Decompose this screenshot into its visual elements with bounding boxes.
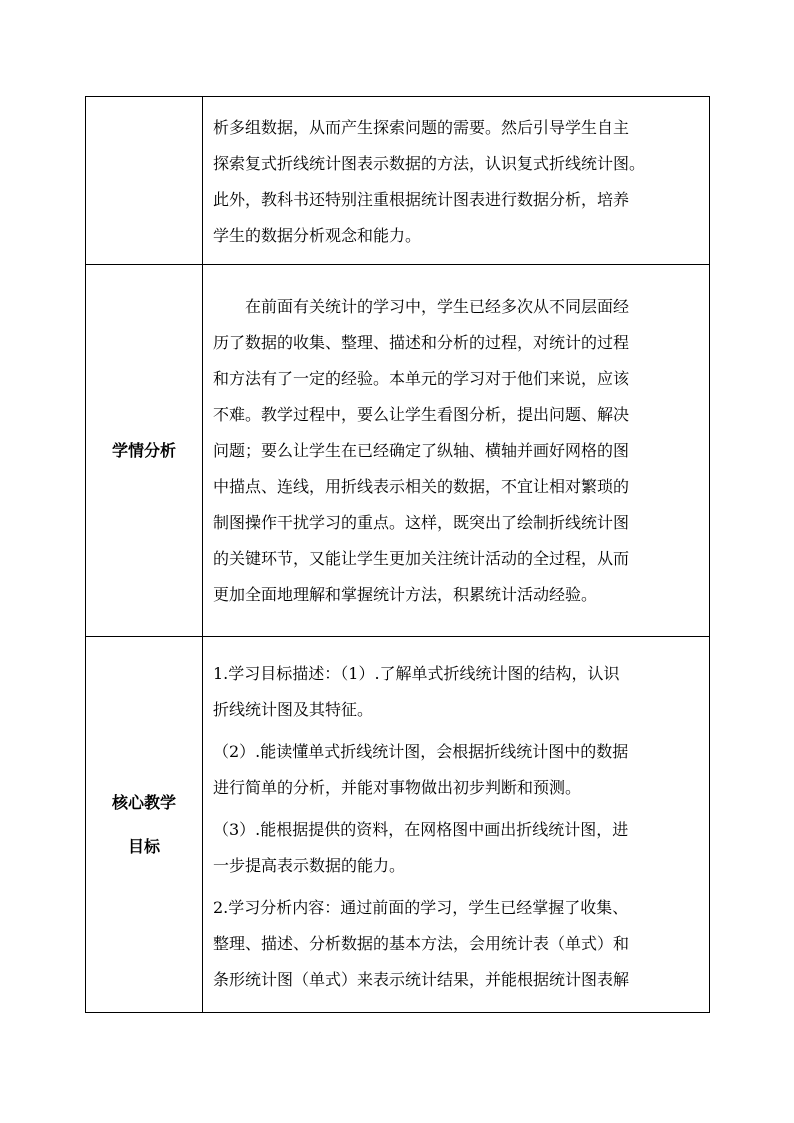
text-line: 进行简单的分析，并能对事物做出初步判断和预测。 [213, 777, 582, 797]
text-line: 折线统计图及其特征。 [213, 699, 374, 719]
text-line: 问题；要么让学生在已经确定了纵轴、横轴并画好网格的图 [213, 440, 630, 460]
row-content [203, 97, 710, 265]
text-line: 中描点、连线，用折线表示相关的数据，不宜让相对繁琐的 [213, 476, 630, 496]
text-line: 的关键环节，又能让学生更加关注统计活动的全过程，从而 [213, 548, 630, 568]
text-line: 1.学习目标描述：（1）.了解单式折线统计图的结构，认识 [213, 663, 620, 683]
text-line: 此外，教科书还特别注重根据统计图表进行数据分析，培养 [213, 189, 630, 209]
text-line: 和方法有了一定的经验。本单元的学习对于他们来说，应该 [213, 368, 630, 388]
text-line: 在前面有关统计的学习中，学生已经多次从不同层面经 [213, 296, 630, 316]
table-row-core-objectives [86, 637, 710, 1013]
row-label-text: 学情分析 [111, 440, 176, 460]
text-line: 整理、描述、分析数据的基本方法，会用统计表（单式）和 [213, 933, 630, 953]
row-label-text: 核心教学 [111, 792, 176, 812]
text-line: 析多组数据，从而产生探索问题的需要。然后引导学生自主 [213, 117, 630, 137]
text-line: 2.学习分析内容：通过前面的学习，学生已经掌握了收集、 [213, 897, 629, 917]
text-line: 条形统计图（单式）来表示统计结果，并能根据统计图表解 [213, 969, 630, 989]
text-line: 历了数据的收集、整理、描述和分析的过程，对统计的过程 [213, 332, 630, 352]
lesson-plan-table [85, 96, 710, 1013]
text-line: （2）.能读懂单式折线统计图，会根据折线统计图中的数据 [213, 741, 629, 761]
text-line: 学生的数据分析观念和能力。 [213, 225, 422, 245]
row-content [203, 265, 710, 637]
text-line: 制图操作干扰学习的重点。这样，既突出了绘制折线统计图 [213, 512, 630, 532]
text-line: （3）.能根据提供的资料，在网格图中画出折线统计图，进 [213, 819, 629, 839]
text-line: 一步提高表示数据的能力。 [213, 855, 406, 875]
text-line: 探索复式折线统计图表示数据的方法，认识复式折线统计图。 [213, 153, 646, 173]
text-line: 更加全面地理解和掌握统计方法，积累统计活动经验。 [213, 584, 598, 604]
row-content [203, 637, 710, 1013]
text-line: 不难。教学过程中，要么让学生看图分析，提出问题、解决 [213, 404, 630, 424]
row-label [86, 265, 203, 637]
table-row-student-analysis [86, 265, 710, 637]
row-label-text: 目标 [127, 836, 160, 856]
row-label-empty [86, 97, 203, 265]
table-row-textbook-analysis [86, 97, 710, 265]
row-label [86, 637, 203, 1013]
